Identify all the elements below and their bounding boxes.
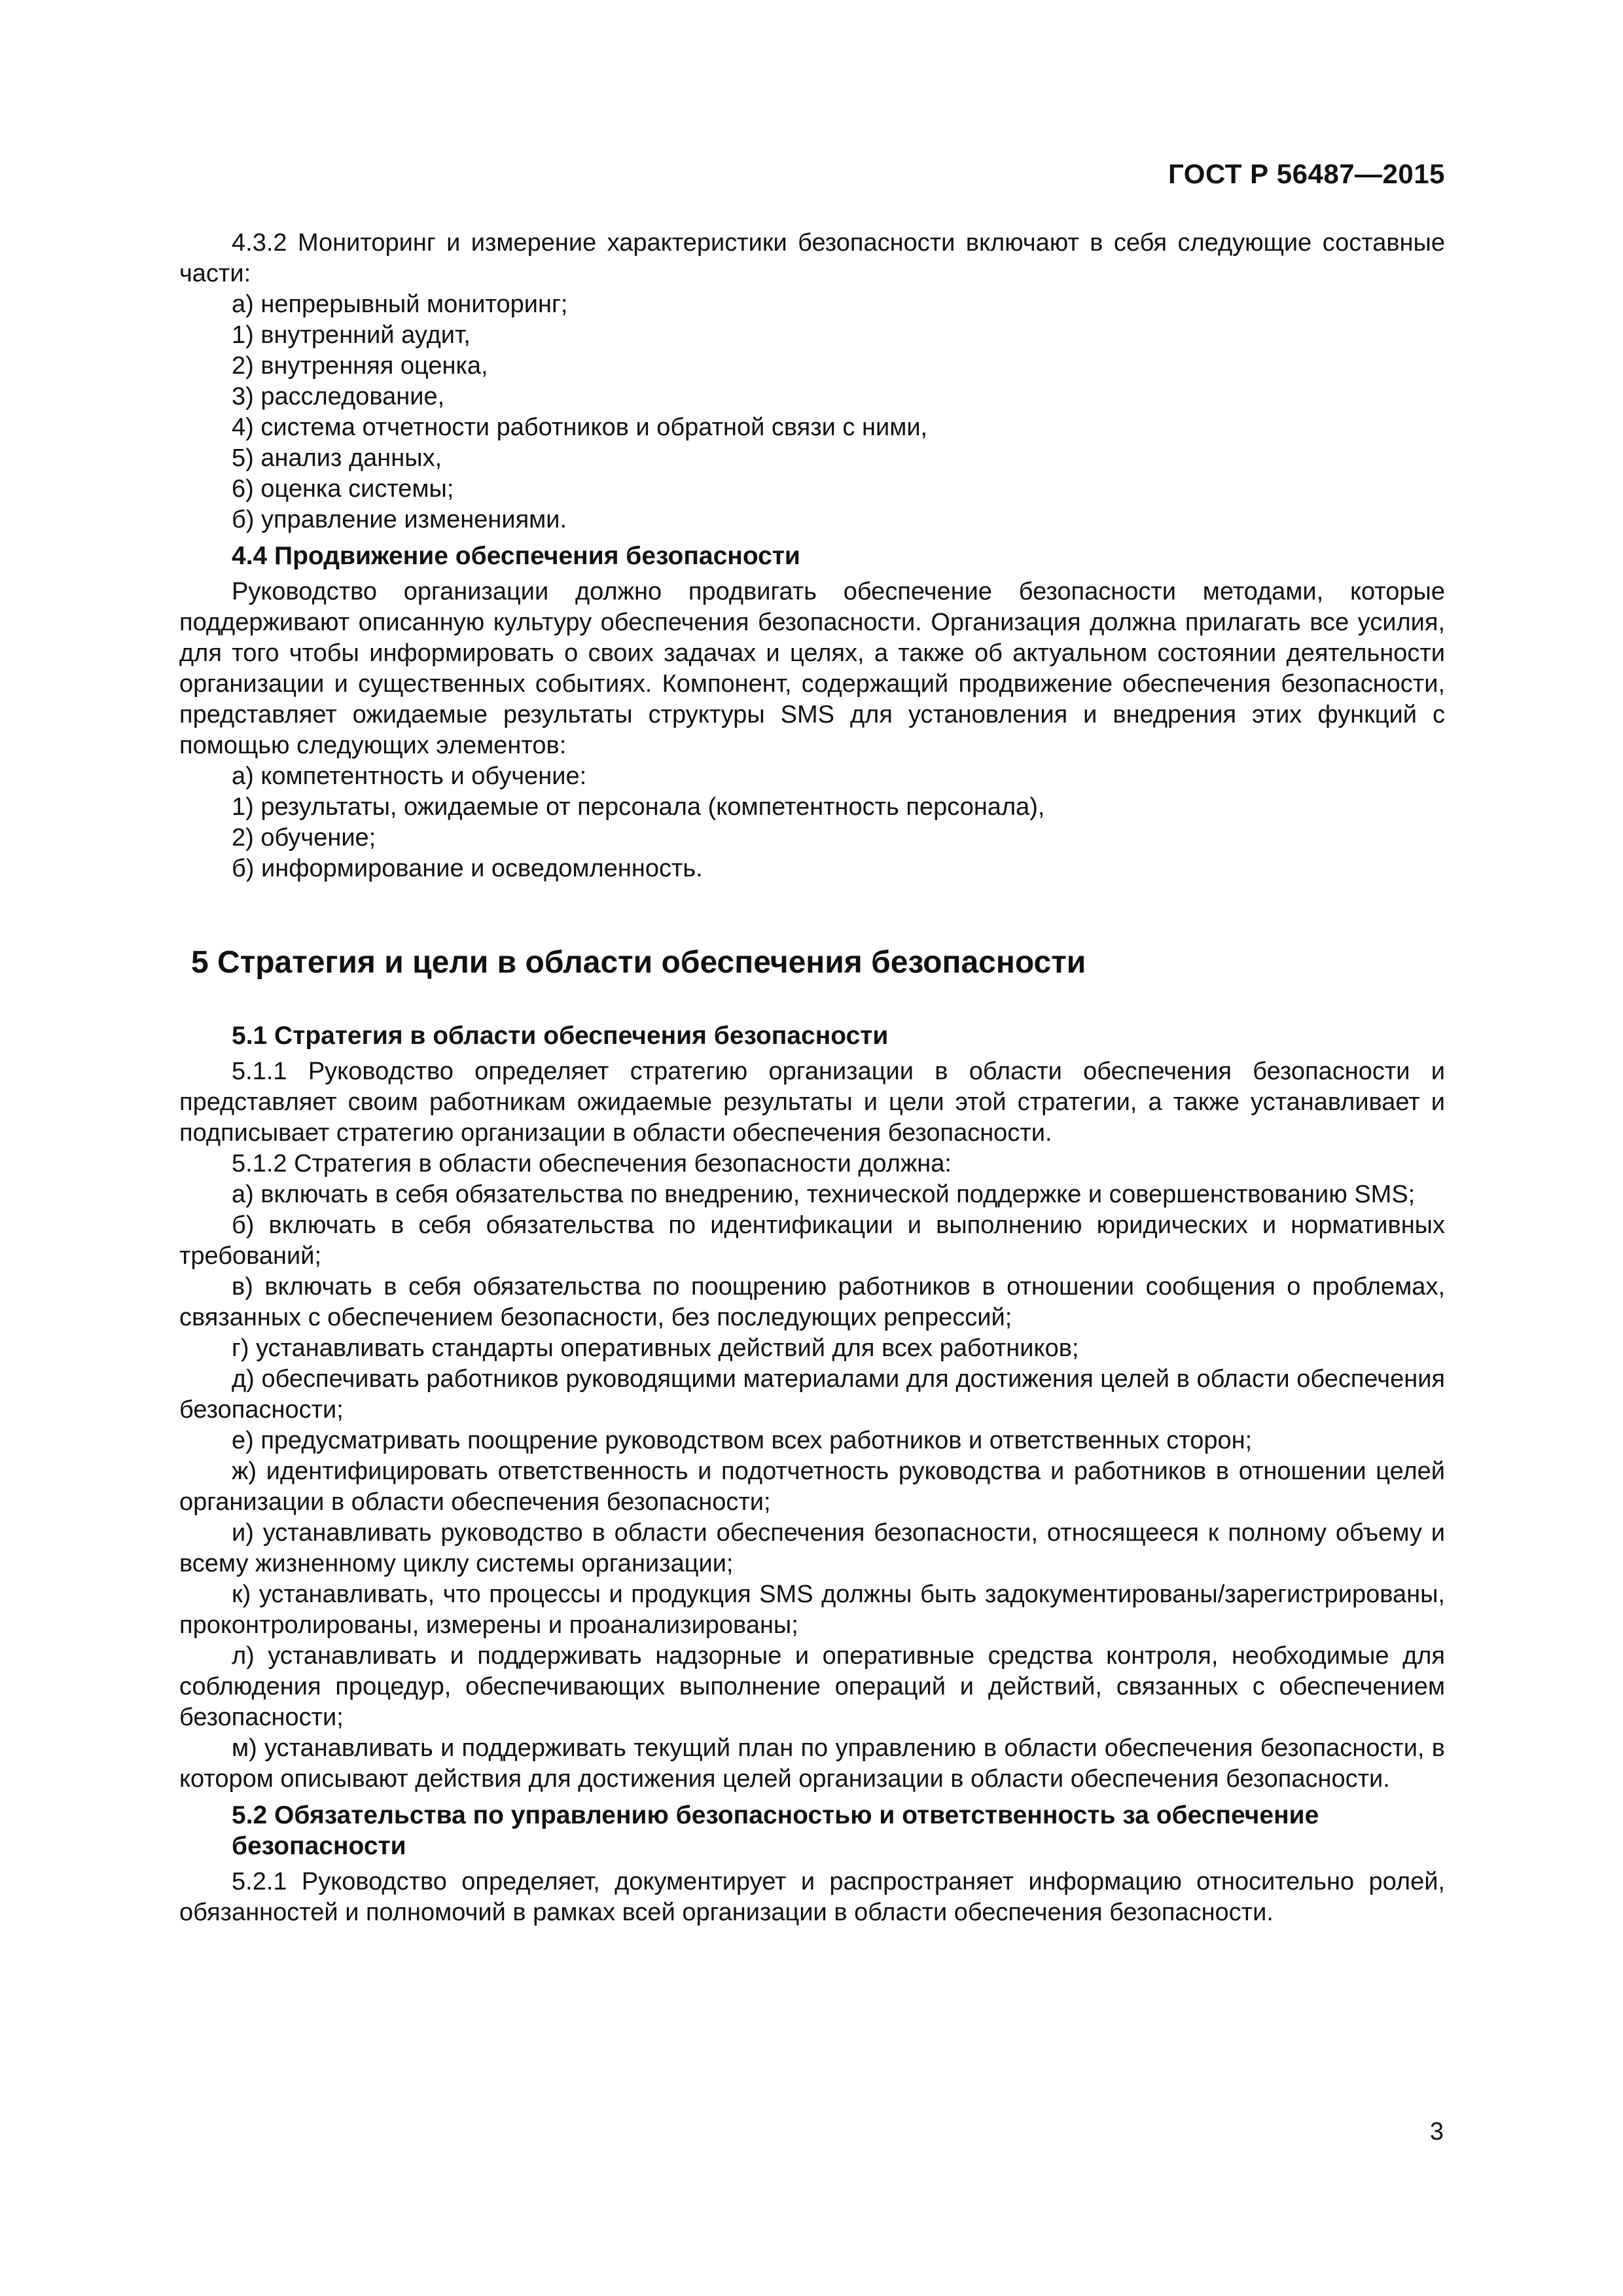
list-item: 1) внутренний аудит, xyxy=(232,321,471,349)
list-item: и) устанавливать руководство в области обеспечения безопасности, относящееся к полному объему и всему жизненному циклу системы организации; xyxy=(179,1519,1445,1577)
section-heading-5-1: 5.1 Стратегия в области обеспечения безопасности xyxy=(232,1022,889,1050)
list-item: б) информирование и осведомленность. xyxy=(232,855,703,882)
list-item: л) устанавливать и поддерживать надзорные и оперативные средства контроля, необходимые для соблюдения процедур, обеспечивающих выполнение операций и действий, связанных с обеспечением безопасности; xyxy=(179,1642,1445,1731)
page-content xyxy=(179,228,1445,1928)
paragraph-4-3-2: 4.3.2 Мониторинг и измерение характеристики безопасности включают в себя следующие составные части: xyxy=(179,229,1445,287)
paragraph-5-1-1: 5.1.1 Руководство определяет стратегию организации в области обеспечения безопасности и представляет своим работникам ожидаемые результаты и цели этой стратегии, а также устанавливает и подписывает стратегию организации в области обеспечения безопасности. xyxy=(179,1058,1445,1147)
list-item: а) включать в себя обязательства по внедрению, технической поддержке и совершенствованию SMS; xyxy=(232,1181,1416,1208)
list-item: 4) система отчетности работников и обратной связи с ними, xyxy=(232,414,928,441)
list-item: 5) анализ данных, xyxy=(232,444,442,472)
list-item: г) устанавливать стандарты оперативных действий для всех работников; xyxy=(232,1335,1079,1362)
list-item: б) включать в себя обязательства по идентификации и выполнению юридических и нормативных требований; xyxy=(179,1211,1445,1270)
list-item: м) устанавливать и поддерживать текущий план по управлению в области обеспечения безопасности, в котором описывают действия для достижения целей организации в области обеспечения безопасности. xyxy=(179,1734,1445,1793)
list-item: в) включать в себя обязательства по поощрению работников в отношении сообщения о проблемах, связанных с обеспечением безопасности, без последующих репрессий; xyxy=(179,1273,1445,1331)
document-id-header: ГОСТ Р 56487—2015 xyxy=(1168,158,1445,189)
paragraph-4-4: Руководство организации должно продвигать обеспечение безопасности методами, которые поддерживают описанную культуру обеспечения безопасности. Организация должна прилагать все усилия, для того чтобы информировать о своих задачах и целях, а также об актуальном состоянии деятельности организации и существенных событиях. Компонент, содержащий продвижение обеспечения безопасности, представляет ожидаемые результаты структуры SMS для установления и внедрения этих функций с помощью следующих элементов: xyxy=(179,578,1445,759)
list-item: б) управление изменениями. xyxy=(232,506,567,533)
list-item: ж) идентифицировать ответственность и подотчетность руководства и работников в отношении целей организации в области обеспечения безопасности; xyxy=(179,1458,1445,1516)
list-item: а) компетентность и обучение: xyxy=(232,762,587,790)
section-heading-4-4: 4.4 Продвижение обеспечения безопасности xyxy=(232,542,800,570)
list-item: 3) расследование, xyxy=(232,383,445,410)
list-item: 2) внутренняя оценка, xyxy=(232,352,488,380)
page-number: 3 xyxy=(1429,2118,1444,2145)
list-item: а) непрерывный мониторинг; xyxy=(232,291,568,318)
list-item: 1) результаты, ожидаемые от персонала (компетентность персонала), xyxy=(232,793,1045,821)
section-heading-5-2: 5.2 Обязательства по управлению безопасностью и ответственность за обеспечение безопасности xyxy=(232,1801,1319,1860)
paragraph-5-2-1: 5.2.1 Руководство определяет, документирует и распространяет информацию относительно ролей, обязанностей и полномочий в рамках всей организации в области обеспечения безопасности. xyxy=(179,1868,1445,1926)
list-item: 6) оценка системы; xyxy=(232,475,454,503)
list-item: е) предусматривать поощрение руководством всех работников и ответственных сторон; xyxy=(232,1427,1253,1454)
list-item: д) обеспечивать работников руководящими материалами для достижения целей в области обеспечения безопасности; xyxy=(179,1365,1445,1424)
paragraph-5-1-2: 5.1.2 Стратегия в области обеспечения безопасности должна: xyxy=(232,1150,952,1177)
list-item: к) устанавливать, что процессы и продукция SMS должны быть задокументированы/зарегистрированы, проконтролированы, измерены и проанализированы; xyxy=(179,1581,1445,1639)
list-item: 2) обучение; xyxy=(232,824,376,852)
chapter-heading-5: 5 Стратегия и цели в области обеспечения безопасности xyxy=(191,945,1086,980)
